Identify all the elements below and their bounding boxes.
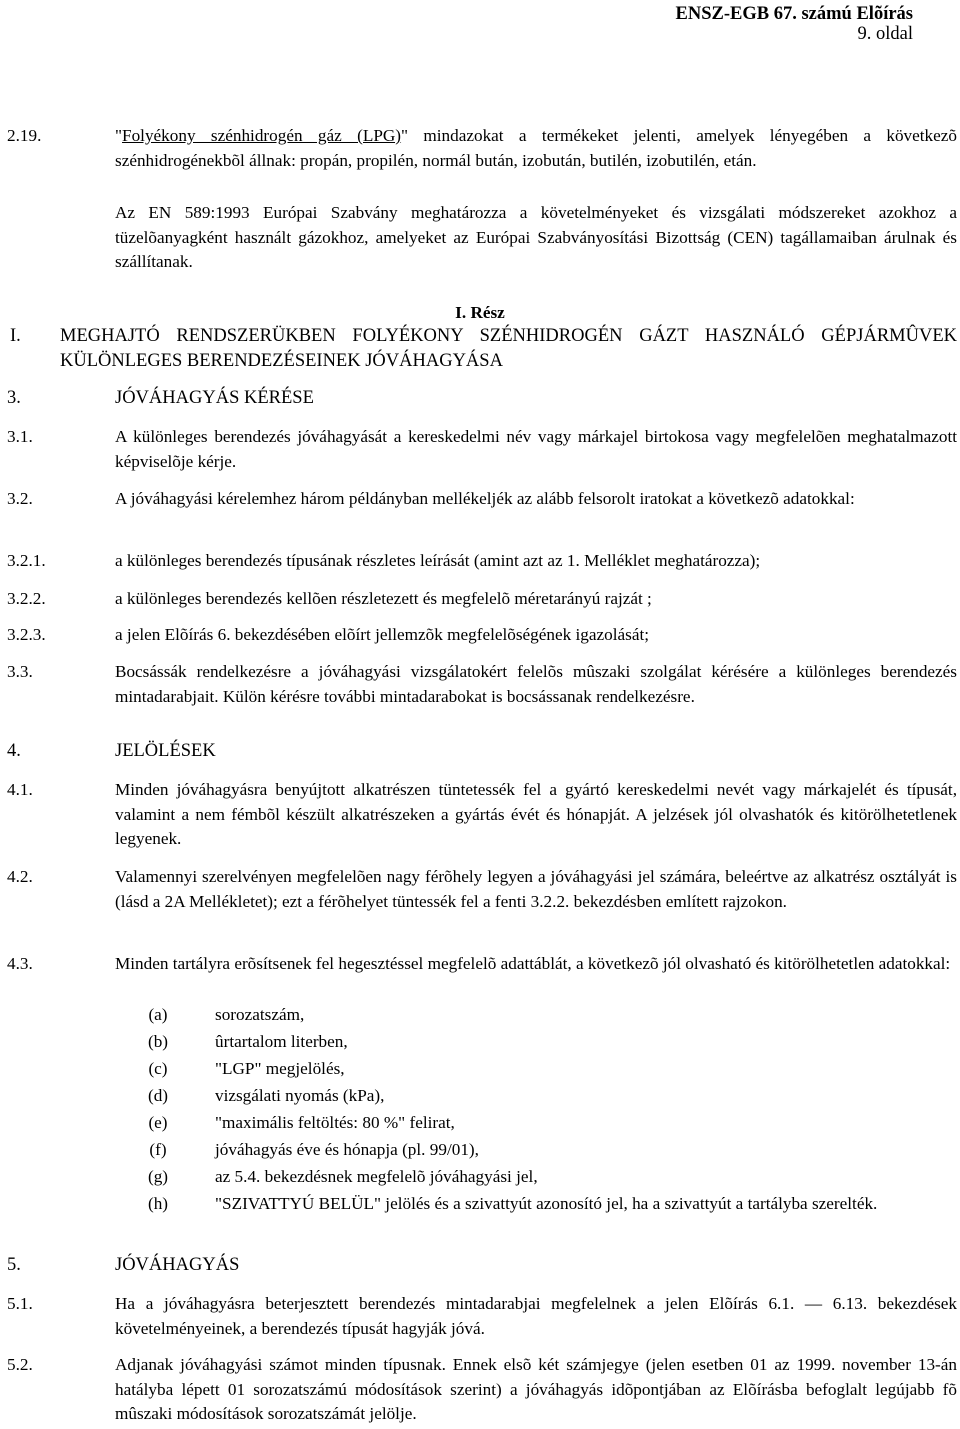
section-number: 3.: [7, 388, 21, 408]
section-text: a különleges berendezés típusának részletes leírását (amint azt az 1. Melléklet meghatározza);: [115, 551, 761, 570]
section-heading: JÓVÁHAGYÁS: [115, 1255, 240, 1275]
document-title: ENSZ-EGB 67. számú Elõírás: [675, 4, 913, 24]
list-item-text: "SZIVATTYÚ BELÜL" jelölés és a szivattyút azonosító jel, ha a szivattyút a tartályba szerelték.: [215, 1194, 878, 1213]
list-item-text: sorozatszám,: [215, 1005, 305, 1024]
list-item-text: vizsgálati nyomás (kPa),: [215, 1086, 385, 1105]
section-text: Minden tartályra erõsítsenek fel hegesztéssel megfelelõ adattáblát, a következõ jól olvasható és kitörölhetetlen adatokkal:: [115, 954, 951, 973]
section-text: Bocsássák rendelkezésre a jóváhagyási vizsgálatokért felelõs mûszaki szolgálat kérésére a különleges berendezés mintadarabjait. Külön kérésre további mintadarabokat is bocsássanak rendelkezésre.: [115, 662, 957, 706]
section-number: 4.1.: [7, 780, 33, 799]
page-number: 9. oldal: [857, 24, 913, 44]
section-number: 3.2.2.: [7, 589, 46, 608]
part-title: I. Rész: [455, 303, 505, 322]
list-item-label: (f): [149, 1140, 167, 1159]
section-text: A különleges berendezés jóváhagyását a kereskedelmi név vagy márkajel birtokosa vagy megfelelõen meghatalmazott képviselõje kérje.: [115, 427, 957, 471]
section-number: 3.2.3.: [7, 625, 46, 644]
list-item-label: (b): [147, 1032, 169, 1051]
section-number: 5.: [7, 1255, 21, 1275]
list-item-label: (g): [147, 1167, 169, 1186]
section-text: a jelen Elõírás 6. bekezdésében elõírt jellemzõk megfelelõségének igazolását;: [115, 625, 650, 644]
section-number: 3.2.1.: [7, 551, 46, 570]
section-text: a különleges berendezés kellõen részletezett és megfelelõ méretarányú rajzát ;: [115, 589, 652, 608]
marking-list: [0, 1003, 960, 1243]
list-item-text: "LGP" megjelölés,: [215, 1059, 345, 1078]
section-text: Minden jóváhagyásra benyújtott alkatrészen tüntetessék fel a gyártó kereskedelmi nevét vagy márkajelét és típusát, valamint a nem fémbõl készült alkatrészeken a gyártás évét és hónapját. A jelzések jól olvashatók és kitörölhetetlenek legyenek.: [115, 780, 957, 848]
list-item-text: ûrtartalom literben,: [215, 1032, 348, 1051]
section-text: [115, 124, 957, 173]
part-heading-text: MEGHAJTÓ RENDSZERÜKBEN FOLYÉKONY SZÉNHIDROGÉN GÁZT HASZNÁLÓ GÉPJÁRMÛVEK KÜLÖNLEGES BERENDEZÉSEINEK JÓVÁHAGYÁSA: [60, 326, 957, 371]
section-number: 3.2.: [7, 489, 33, 508]
section-number: 3.1.: [7, 427, 33, 446]
part-number: I.: [10, 326, 21, 346]
section-number: 3.3.: [7, 662, 33, 681]
section-text: A jóváhagyási kérelemhez három példányban mellékeljék az alább felsorolt iratokat a következõ adatokkal:: [115, 489, 855, 508]
list-item-text: "maximális feltöltés: 80 %" felirat,: [215, 1113, 455, 1132]
section-number: 4.3.: [7, 954, 33, 973]
section-text: Valamennyi szerelvényen megfelelõen nagy férõhely legyen a jóváhagyási jel számára, beleértve az alkatrész osztályát is (lásd a 2A Mellékletet); ezt a férõhelyet tüntessék fel a fenti 3.2.2. bekezdésben említett rajzokon.: [115, 867, 957, 911]
defined-term: Folyékony szénhidrogén gáz (LPG): [122, 126, 402, 145]
quote-mark: ": [115, 126, 123, 145]
section-number: 5.2.: [7, 1355, 33, 1374]
list-item-text: az 5.4. bekezdésnek megfelelõ jóváhagyási jel,: [215, 1167, 538, 1186]
list-item-text: jóváhagyás éve és hónapja (pl. 99/01),: [215, 1140, 479, 1159]
section-number: 4.2.: [7, 867, 33, 886]
list-item-label: (d): [147, 1086, 169, 1105]
section-number: 2.19.: [7, 126, 42, 145]
definition-text: " mindazokat a termékeket jelenti, amelyek lényegében a következõ szénhidrogénekbõl állnak: propán, propilén, normál bután, izobután, butilén, izobutilén, etán.: [115, 126, 958, 170]
section-number: 5.1.: [7, 1294, 33, 1313]
section-2-19-paragraph-2: Az EN 589:1993 Európai Szabvány meghatározza a követelményeket és vizsgálati módszereket azokhoz a tüzelõanyagként használt gázokhoz, amelyeket az Európai Szabványosítási Bizottság (CEN) tagállamaiban árulnak és szállítanak.: [115, 203, 957, 271]
list-item-label: (h): [147, 1194, 169, 1213]
list-item-label: (a): [148, 1005, 168, 1024]
list-item-label: (c): [148, 1059, 168, 1078]
section-number: 4.: [7, 741, 21, 761]
section-heading: JELÖLÉSEK: [115, 741, 216, 761]
section-text: Ha a jóváhagyásra beterjesztett berendezés mintadarabjai megfelelnek a jelen Elõírás 6.1. — 6.13. bekezdések követelményeinek, a berendezés típusát hagyják jóvá.: [115, 1294, 957, 1338]
list-item-label: (e): [148, 1113, 168, 1132]
section-text: Adjanak jóváhagyási számot minden típusnak. Ennek elsõ két számjegye (jelen esetben 01 az 1999. november 13-án hatályba lépett 01 sorozatszámú módosítások szerint) a jóváhagyás idõpontjában az Elõírásba befoglalt legújabb fõ mûszaki módosítások sorozatszámát jelölje.: [115, 1355, 957, 1423]
section-heading: JÓVÁHAGYÁS KÉRÉSE: [115, 388, 314, 408]
